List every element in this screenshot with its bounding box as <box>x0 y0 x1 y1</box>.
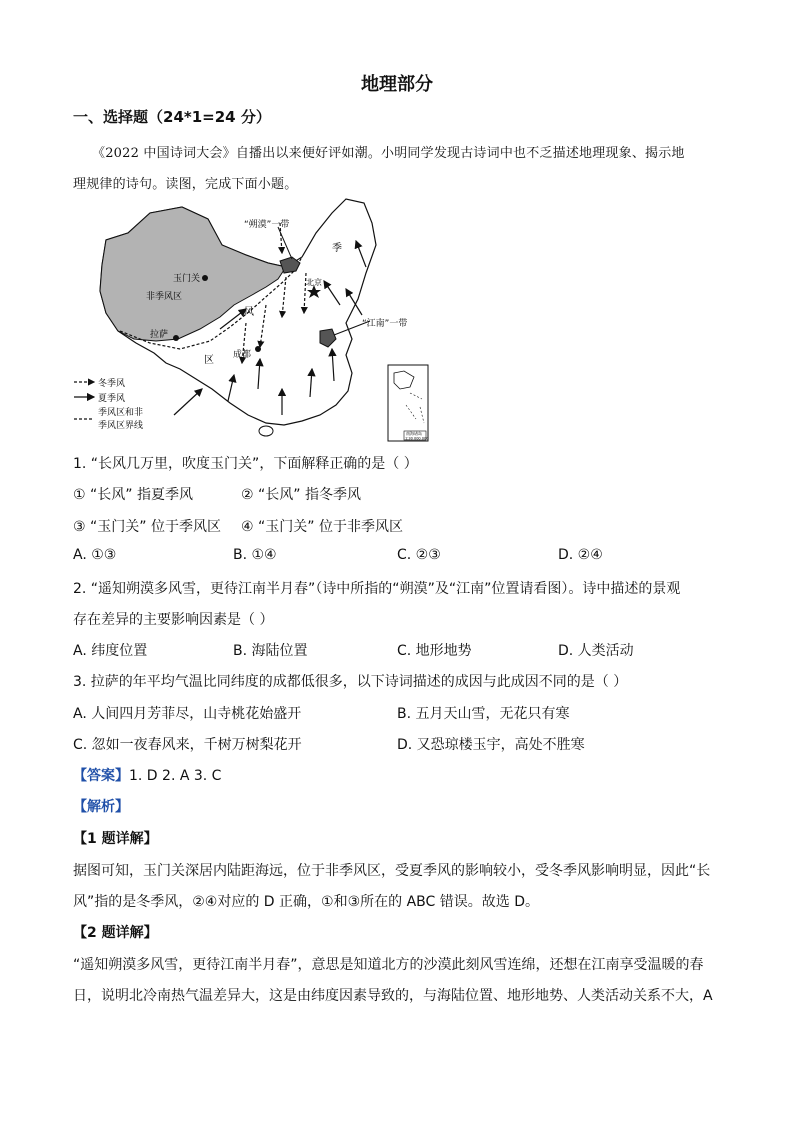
q1-option-b: B. ①④ <box>233 547 277 563</box>
q3-option-d: D. 又恐琼楼玉宇，高处不胜寒 <box>397 737 585 753</box>
legend-winter: 冬季风 <box>98 379 126 389</box>
q1-statement-3: ③ “玉门关” 位于季风区 <box>73 519 221 535</box>
label-nonmonsoon: 非季风区 <box>146 292 183 302</box>
legend-boundary-1: 季风区和非 <box>98 408 144 418</box>
detail-1-line-1: 据图可知，玉门关深居内陆距海远，位于非季风区，受夏季风的影响较小，受冬季风影响明显，因此“长 <box>73 863 711 879</box>
q2-option-d: D. 人类活动 <box>558 643 634 659</box>
south-china-sea-inset <box>388 365 428 441</box>
q2-stem-line-1: 2. “遥知朔漠多风雪，更待江南半月春”（诗中所指的“朔漠”及“江南”位置请看图）。诗中描述的景观 <box>73 581 681 597</box>
label-qu: 区 <box>204 355 214 366</box>
q1-statement-2: ② “长风” 指冬季风 <box>241 487 361 503</box>
analysis-tag: 【解析】 <box>73 799 129 815</box>
intro-line-2: 理规律的诗句。读图，完成下面小题。 <box>73 177 298 192</box>
legend-boundary-2: 季风区界线 <box>98 421 144 431</box>
detail-2-line-1: “遥知朔漠多风雪，更待江南半月春”，意思是知道北方的沙漠此刻风雪连绵，还想在江南享受温暖的春 <box>73 957 704 973</box>
chengdu-point <box>255 346 261 352</box>
q3-option-a: A. 人间四月芳菲尽，山寺桃花始盛开 <box>73 706 302 722</box>
detail-1-line-2: 风”指的是冬季风，②④对应的 D 正确，①和③所在的 ABC 错误。故选 D。 <box>73 894 539 910</box>
detail-1-tag: 【1 题详解】 <box>73 831 158 847</box>
detail-2-line-2: 日，说明北冷南热气温差异大，这是由纬度因素导致的，与海陆位置、地形地势、人类活动关系不大，A <box>73 988 713 1004</box>
q2-option-a: A. 纬度位置 <box>73 643 148 659</box>
q2-option-b: B. 海陆位置 <box>233 643 308 659</box>
q1-option-c: C. ②③ <box>397 547 441 563</box>
q2-stem-line-2: 存在差异的主要影响因素是（ ） <box>73 612 274 628</box>
answer-row <box>73 765 221 785</box>
intro-line-1: 《2022 中国诗词大会》自播出以来便好评如潮。小明同学发现古诗词中也不乏描述地理现象、揭示地 <box>92 146 685 161</box>
q1-option-d: D. ②④ <box>558 547 603 563</box>
inset-label: 南海诸岛 <box>406 431 422 436</box>
q1-stem: 1. “长风几万里，吹度玉门关”，下面解释正确的是（ ） <box>73 456 418 472</box>
inset-scale: 1:30 000 000 <box>405 436 429 441</box>
q1-statement-1: ① “长风” 指夏季风 <box>73 487 193 503</box>
yumenguan-point <box>202 275 208 281</box>
answer-tag: 【答案】 <box>73 768 129 784</box>
lasa-point <box>173 335 179 341</box>
label-ji: 季 <box>332 243 342 254</box>
q2-option-c: C. 地形地势 <box>397 643 472 659</box>
label-beijing: 北京 <box>306 278 322 287</box>
label-feng: 风 <box>244 307 254 318</box>
label-chengdu: 成都 <box>233 350 252 360</box>
label-shuomo: “朔漠”一带 <box>244 220 290 230</box>
legend-summer: 夏季风 <box>98 394 126 404</box>
label-jiangnan: “江南”一带 <box>362 319 408 329</box>
section-heading: 一、选择题（24*1=24 分） <box>73 108 271 126</box>
page-title: 地理部分 <box>361 74 433 95</box>
q3-option-c: C. 忽如一夜春风来，千树万树梨花开 <box>73 737 302 753</box>
hainan-island <box>259 426 273 436</box>
china-monsoon-map <box>70 193 430 445</box>
q3-option-b: B. 五月天山雪，无花只有寒 <box>397 706 570 722</box>
q1-option-a: A. ①③ <box>73 547 117 563</box>
label-yumenguan: 玉门关 <box>173 274 201 284</box>
answer-values: 1. D 2. A 3. C <box>129 768 222 784</box>
q3-stem: 3. 拉萨的年平均气温比同纬度的成都低很多，以下诗词描述的成因与此成因不同的是（ ） <box>73 674 628 690</box>
detail-2-tag: 【2 题详解】 <box>73 925 158 941</box>
map-legend <box>74 377 143 431</box>
q1-statement-4: ④ “玉门关” 位于非季风区 <box>241 519 403 535</box>
label-lasa: 拉萨 <box>150 330 169 340</box>
